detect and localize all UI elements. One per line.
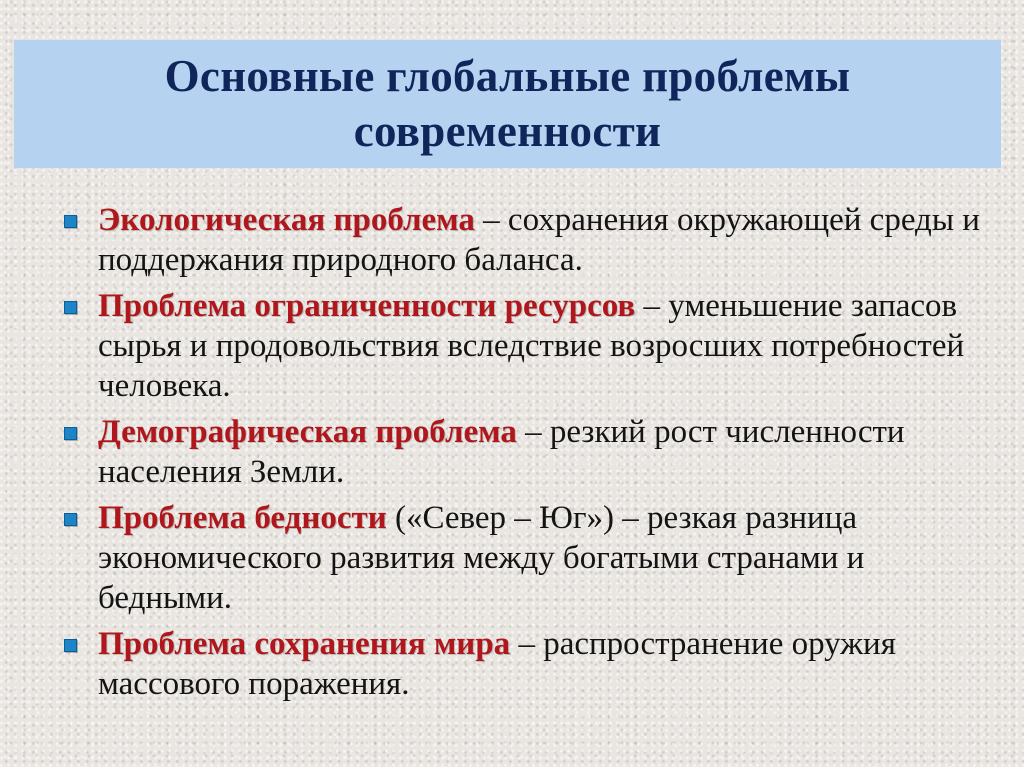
bullet-item <box>62 286 992 406</box>
square-bullet-icon <box>64 427 77 440</box>
slide-title: Основные глобальные проблемы современности <box>164 51 851 156</box>
bullet-description: – уменьшение запасов сырья и продовольствия вследствие возросших потребностей человека. <box>98 288 965 404</box>
bullet-item <box>62 624 992 704</box>
square-bullet-icon <box>64 639 77 652</box>
bullet-term: Проблема ограниченности ресурсов <box>98 288 636 324</box>
bullet-description: – распространение оружия массового поражения. <box>98 626 896 702</box>
square-bullet-icon <box>64 215 77 228</box>
bullet-description: – резкий рост численности населения Земли. <box>98 414 905 490</box>
bullet-item <box>62 498 992 618</box>
bullet-list <box>62 200 992 710</box>
square-bullet-icon <box>64 301 77 314</box>
title-banner <box>14 40 1001 168</box>
bullet-description: («Север – Юг») – резкая разница экономического развития между богатыми странами и бедными. <box>98 500 865 616</box>
bullet-term: Проблема бедности <box>98 500 387 536</box>
bullet-term: Проблема сохранения мира <box>98 626 511 662</box>
bullet-term: Демографическая проблема <box>98 414 517 450</box>
bullet-item <box>62 412 992 492</box>
bullet-term: Экологическая проблема <box>98 202 475 238</box>
bullet-item <box>62 200 992 280</box>
bullet-description: – сохранения окружающей среды и поддержания природного баланса. <box>98 202 980 278</box>
square-bullet-icon <box>64 513 77 526</box>
